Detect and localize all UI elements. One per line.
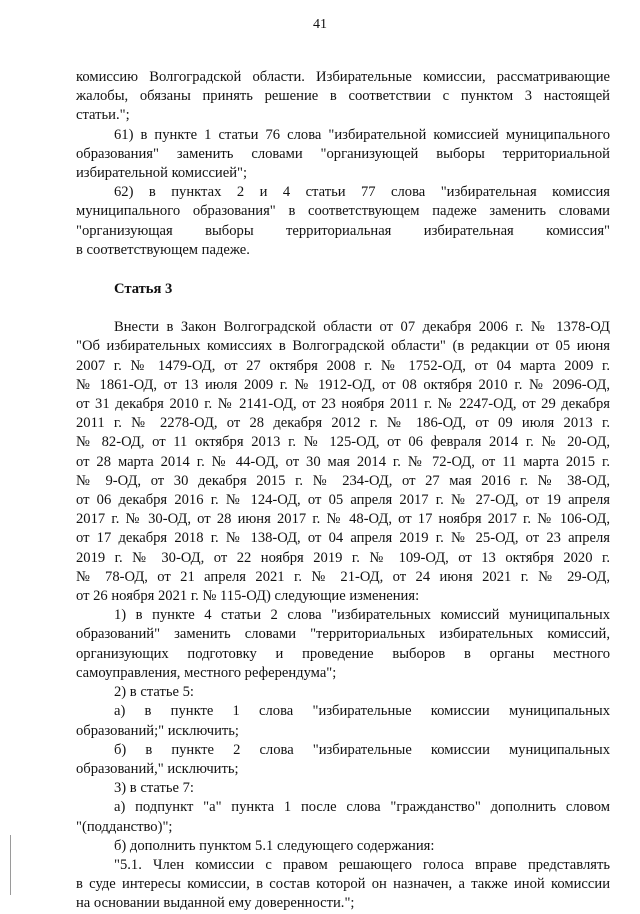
text-line: 2) в статье 5: xyxy=(114,684,194,701)
text-line: образований;" исключить; xyxy=(76,722,239,739)
paragraph-item-3b xyxy=(76,837,610,856)
text-line: № 1861-ОД, от 13 июля 2009 г. № 1912-ОД, от 08 октября 2010 г. № 2096-ОД, xyxy=(76,376,610,393)
paragraph-item-2b xyxy=(76,741,610,779)
text-line: в суде интересы комиссии, в состав которой он назначен, а также иной комиссии xyxy=(76,876,610,893)
paragraph-intro xyxy=(76,68,610,126)
text-line: от 06 декабря 2016 г. № 124-ОД, от 05 апреля 2017 г. № 27-ОД, от 19 апреля xyxy=(76,492,610,509)
text-line: 2007 г. № 1479-ОД, от 27 октября 2008 г. № 1752-ОД, от 04 марта 2009 г. xyxy=(76,357,610,374)
text-line: а) подпункт "а" пункта 1 после слова "гражданство" дополнить словом xyxy=(114,799,610,816)
page-number: 41 xyxy=(313,17,327,32)
text-line: б) в пункте 2 слова "избирательные комиссии муниципальных xyxy=(114,741,610,758)
text-line: 61) в пункте 1 статьи 76 слова "избирательной комиссией муниципального xyxy=(114,126,610,143)
text-line: № 78-ОД, от 21 апреля 2021 г. № 21-ОД, от 24 июня 2021 г. № 29-ОД, xyxy=(76,568,610,585)
paragraph-item-62 xyxy=(76,183,610,260)
text-line: образования" заменить словами "организующей выборы территориальной xyxy=(76,145,610,162)
text-line: 62) в пунктах 2 и 4 статьи 77 слова "избирательная комиссия xyxy=(114,184,610,201)
text-line: в соответствующем падеже. xyxy=(76,241,250,258)
text-line: Внести в Закон Волгоградской области от 07 декабря 2006 г. № 1378-ОД xyxy=(114,319,610,336)
paragraph-article-3-intro xyxy=(76,318,610,606)
text-line: "(подданство)"; xyxy=(76,818,173,835)
text-line: самоуправления, местного референдума"; xyxy=(76,664,337,681)
text-line: № 82-ОД, от 11 октября 2013 г. № 125-ОД, от 06 февраля 2014 г. № 20-ОД, xyxy=(76,434,610,451)
text-line: образований" заменить словами "территориальных избирательных комиссий, xyxy=(76,626,610,643)
article-heading: Статья 3 xyxy=(114,281,173,298)
text-line: от 28 марта 2014 г. № 44-ОД, от 30 мая 2014 г. № 72-ОД, от 11 марта 2015 г. xyxy=(76,453,610,470)
paragraph-item-2 xyxy=(76,683,610,702)
paragraph-item-2a xyxy=(76,702,610,740)
text-line: организующих подготовку и проведение выборов в органы местного xyxy=(76,645,610,662)
text-line: муниципального образования" в соответствующем падеже заменить словами xyxy=(76,203,610,220)
text-line: статьи."; xyxy=(76,107,130,124)
text-line: жалобы, обязаны принять решение в соответствии с пунктом 3 настоящей xyxy=(76,88,610,105)
text-line: комиссию Волгоградской области. Избирательные комиссии, рассматривающие xyxy=(76,69,610,85)
text-line: 1) в пункте 4 статьи 2 слова "избирательных комиссий муниципальных xyxy=(114,607,610,624)
paragraph-item-1 xyxy=(76,606,610,683)
spacer xyxy=(76,260,610,280)
text-line: избирательной комиссией"; xyxy=(76,165,248,182)
text-line: от 17 декабря 2018 г. № 138-ОД, от 04 апреля 2019 г. № 25-ОД, от 23 апреля xyxy=(76,530,610,547)
paragraph-item-3a xyxy=(76,798,610,836)
text-line: от 26 ноября 2021 г. № 115-ОД) следующие изменения: xyxy=(76,588,420,605)
text-line: а) в пункте 1 слова "избирательные комиссии муниципальных xyxy=(114,703,610,720)
text-line: б) дополнить пунктом 5.1 следующего содержания: xyxy=(114,837,435,854)
text-line: "организующая выборы территориальная избирательная комиссия" xyxy=(76,222,610,239)
spacer xyxy=(76,299,610,318)
paragraph-item-61 xyxy=(76,126,610,184)
document-body xyxy=(76,68,610,914)
text-line: № 9-ОД, от 30 декабря 2015 г. № 234-ОД, от 27 мая 2016 г. № 38-ОД, xyxy=(76,472,610,489)
text-line: 2019 г. № 30-ОД, от 22 ноября 2019 г. № 109-ОД, от 13 октября 2020 г. xyxy=(76,549,610,566)
text-line: от 31 декабря 2010 г. № 2141-ОД, от 23 ноября 2011 г. № 2247-ОД, от 29 декабря xyxy=(76,396,610,413)
text-line: 2011 г. № 2278-ОД, от 28 декабря 2012 г. № 186-ОД, от 09 июля 2013 г. xyxy=(76,415,610,432)
scan-margin-line xyxy=(10,835,11,895)
paragraph-item-3 xyxy=(76,779,610,798)
text-line: на основании выданной ему доверенности."; xyxy=(76,895,355,912)
text-line: образований," исключить; xyxy=(76,760,239,777)
text-line: 3) в статье 7: xyxy=(114,780,194,797)
text-line: 2017 г. № 30-ОД, от 28 июня 2017 г. № 48-ОД, от 17 ноября 2017 г. № 106-ОД, xyxy=(76,511,610,528)
text-line: "5.1. Член комиссии с правом решающего голоса вправе представлять xyxy=(114,856,610,873)
text-line: "Об избирательных комиссиях в Волгоградской области" (в редакции от 05 июня xyxy=(76,338,610,355)
